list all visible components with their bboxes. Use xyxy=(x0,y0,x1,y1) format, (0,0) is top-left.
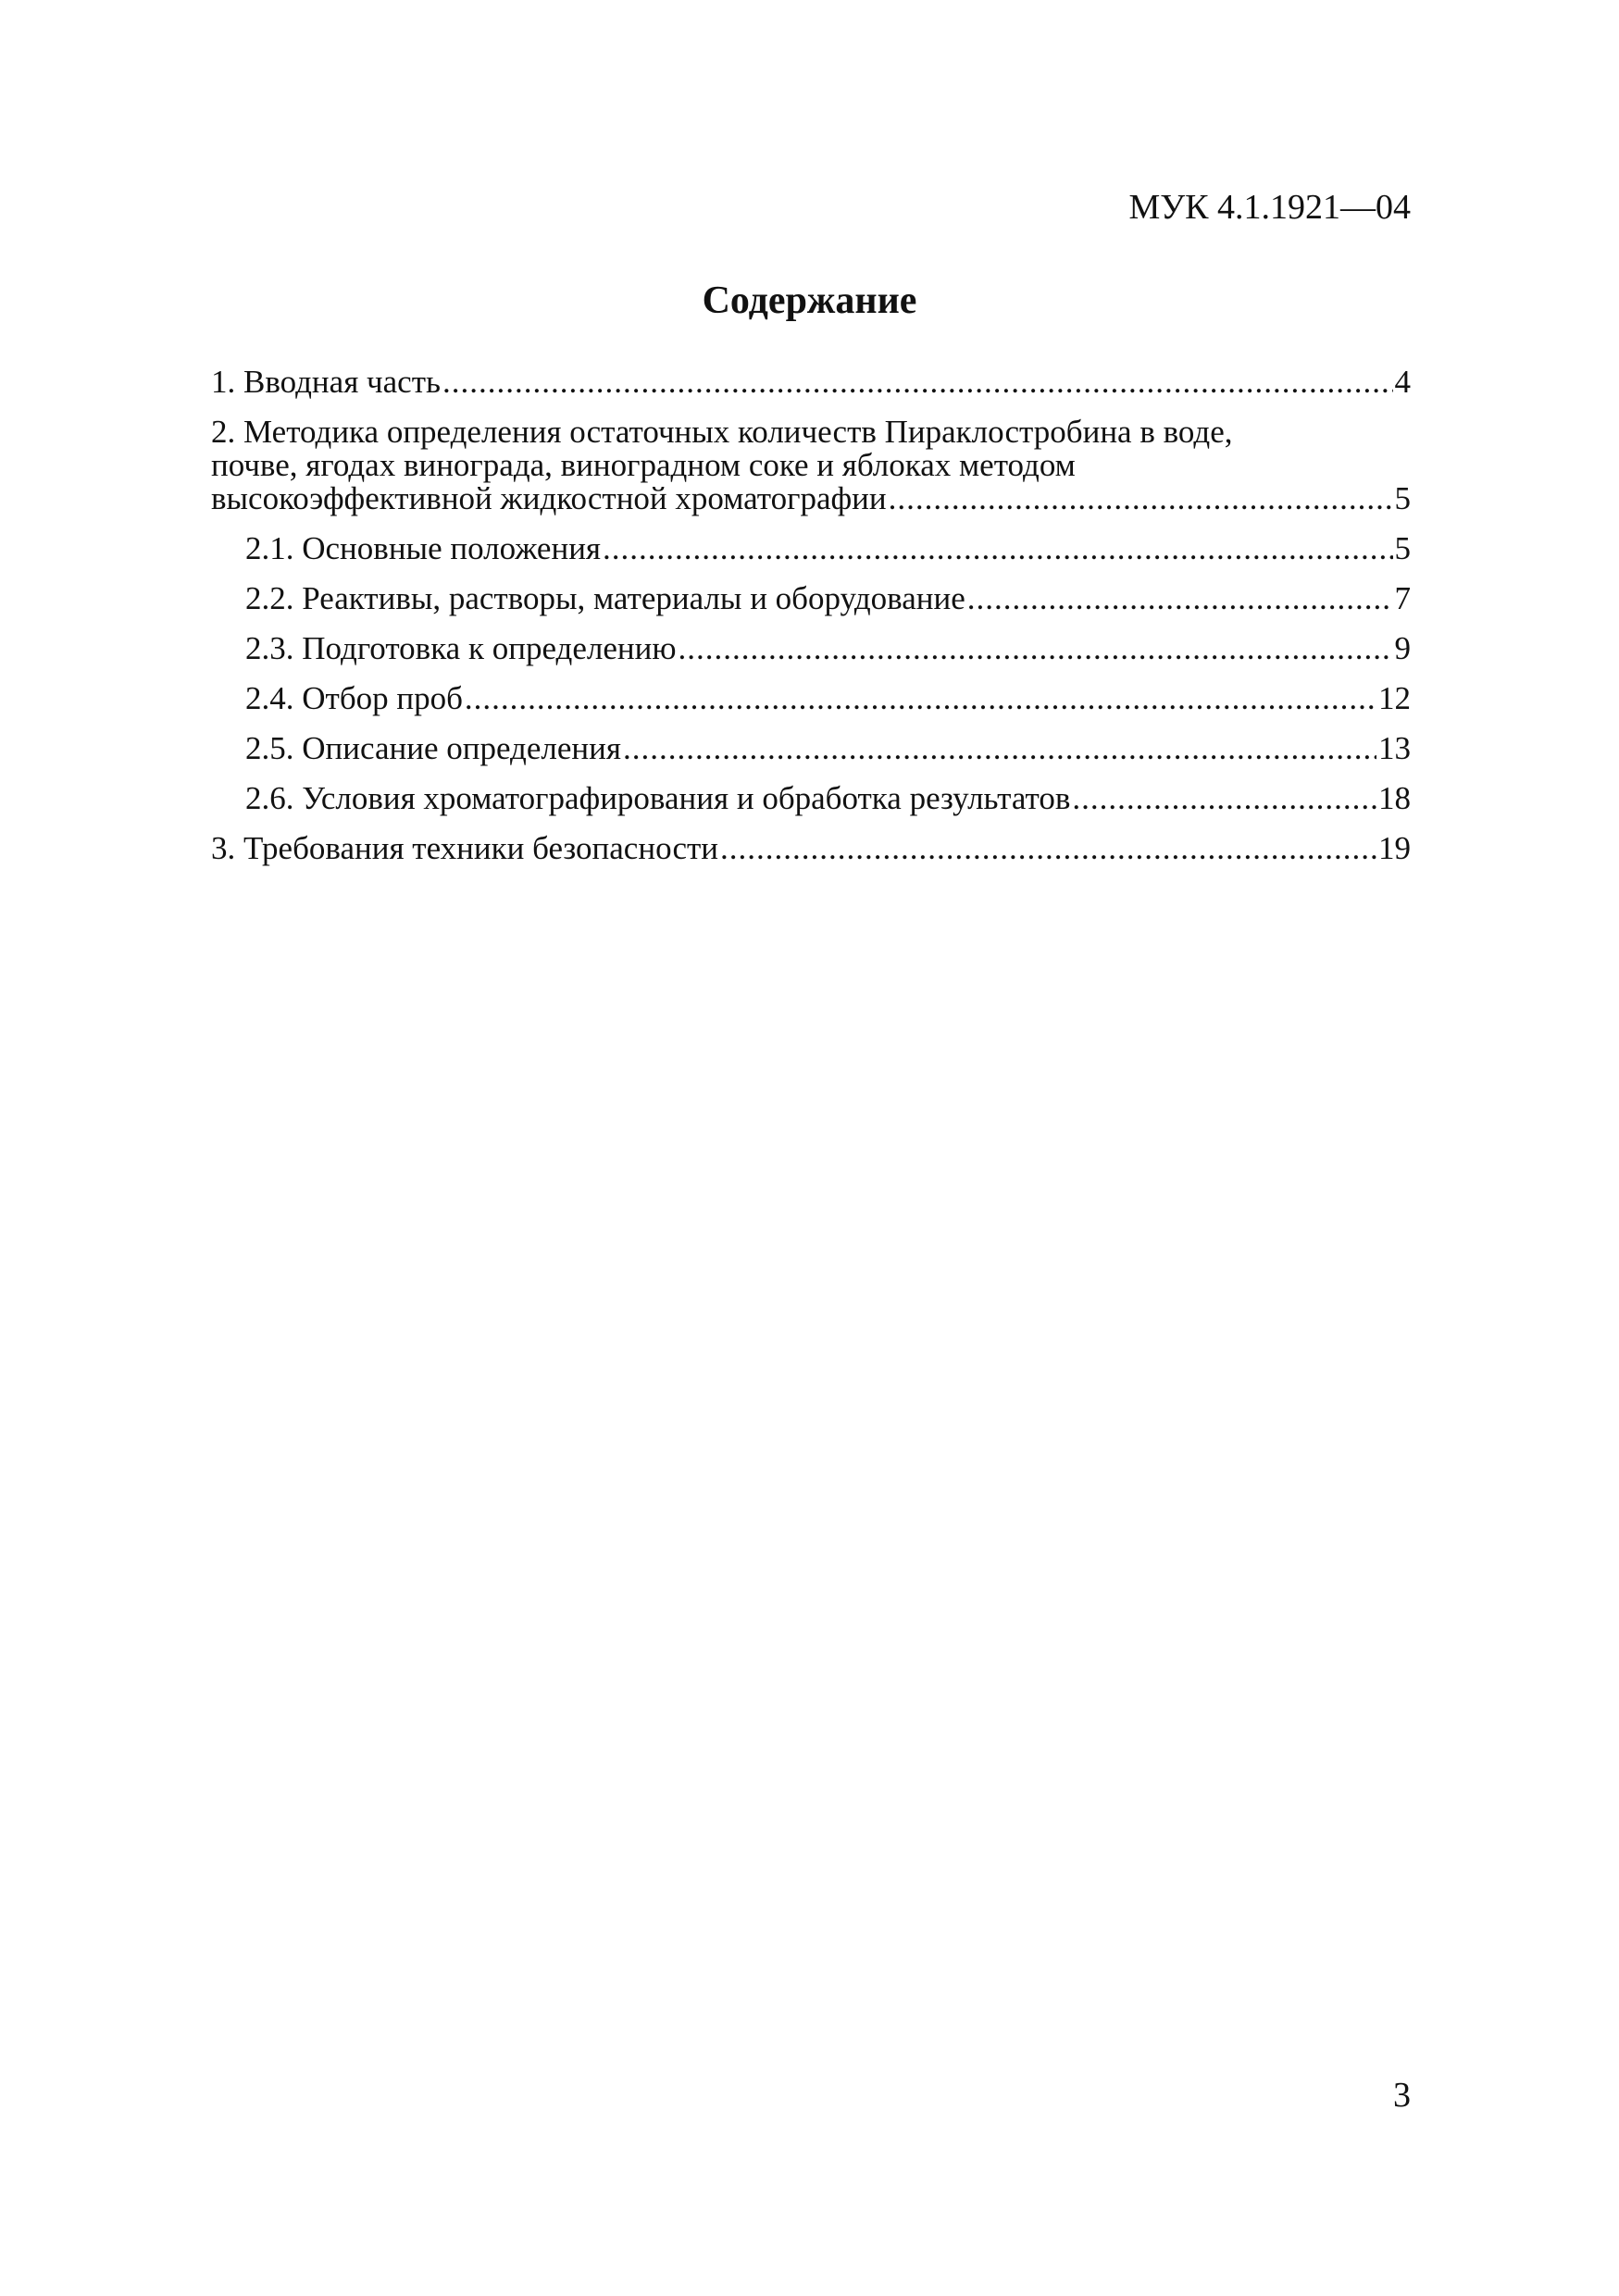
toc-page-number: 13 xyxy=(1378,730,1411,766)
toc-title: Содержание xyxy=(702,279,917,322)
toc-page-number: 4 xyxy=(1394,364,1411,400)
toc-page-number: 18 xyxy=(1378,780,1411,816)
toc-entry-text: 2.5. Описание определения xyxy=(245,730,621,766)
toc-dot-leader xyxy=(967,582,1393,615)
toc-entry-introduction[interactable] xyxy=(211,366,1411,399)
toc-page-number: 12 xyxy=(1378,680,1411,716)
toc-dot-leader xyxy=(889,482,1393,515)
toc-entry-text: 2.1. Основные положения xyxy=(245,530,602,566)
toc-dot-leader xyxy=(603,532,1392,565)
toc-dot-leader xyxy=(465,682,1376,715)
toc-entry-text: 1. Вводная часть xyxy=(211,364,441,400)
toc-entry-text: 2.6. Условия хроматографирования и обработка результатов xyxy=(245,780,1071,816)
toc-entry-text: 3. Требования техники безопасности xyxy=(211,830,719,866)
toc-entry-text: 2.3. Подготовка к определению xyxy=(245,630,677,666)
toc-page-number: 19 xyxy=(1378,830,1411,866)
toc-page-number: 5 xyxy=(1394,480,1411,516)
toc-page-number: 5 xyxy=(1394,530,1411,566)
toc-dot-leader xyxy=(1072,782,1376,815)
toc-page-number: 9 xyxy=(1394,630,1411,666)
toc-entry-text: 2.2. Реактивы, растворы, материалы и оборудование xyxy=(245,580,965,616)
toc-entry-reagents[interactable] xyxy=(211,582,1411,615)
toc-entry-basic-provisions[interactable] xyxy=(211,532,1411,565)
table-of-contents xyxy=(211,366,1411,882)
toc-entry-text: высокоэффективной жидкостной хроматографии xyxy=(211,480,887,516)
toc-entry-determination[interactable] xyxy=(211,732,1411,765)
toc-dot-leader xyxy=(623,732,1376,765)
toc-page-number: 7 xyxy=(1394,580,1411,616)
toc-entry-method[interactable] xyxy=(211,416,1411,515)
toc-entry-safety[interactable] xyxy=(211,832,1411,865)
page-number: 3 xyxy=(1393,2076,1411,2115)
toc-entry-text: 2.4. Отбор проб xyxy=(245,680,463,716)
toc-entry-chromatography[interactable] xyxy=(211,782,1411,815)
toc-dot-leader xyxy=(678,632,1392,665)
toc-entry-sampling[interactable] xyxy=(211,682,1411,715)
toc-dot-leader xyxy=(442,366,1393,399)
toc-entry-text: 2. Методика определения остаточных количеств Пираклостробина в воде, xyxy=(211,414,1233,450)
toc-entry-text: почве, ягодах винограда, виноградном соке и яблоках методом xyxy=(211,447,1076,483)
document-code: МУК 4.1.1921—04 xyxy=(1128,188,1411,227)
toc-dot-leader xyxy=(720,832,1376,865)
toc-entry-preparation[interactable] xyxy=(211,632,1411,665)
